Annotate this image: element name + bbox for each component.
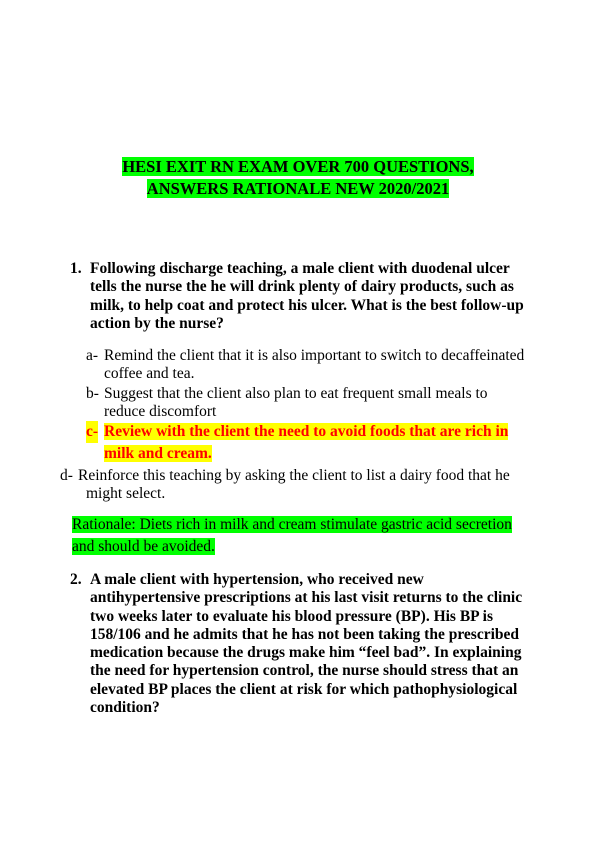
question-2-line-8: condition? (90, 699, 160, 717)
question-1-number: 1. (70, 260, 82, 277)
question-2-line-3: two weeks later to evaluate his blood pressure (BP). His BP is (90, 607, 493, 625)
option-c-line-2: milk and cream. (104, 445, 212, 462)
question-2-number: 2. (70, 571, 82, 588)
question-1-stem (90, 260, 550, 333)
option-b-letter: b- (86, 385, 99, 402)
question-1-line-4: action by the nurse? (90, 314, 224, 332)
option-b-line-1: Suggest that the client also plan to eat frequent small meals to (104, 385, 488, 402)
rationale (72, 514, 542, 558)
option-a-text (104, 347, 556, 384)
option-b-text (104, 385, 556, 422)
option-a-line-2: coffee and tea. (104, 365, 195, 383)
question-2-stem (90, 571, 550, 717)
option-c-line-1: Review with the client the need to avoid foods that are rich in (104, 423, 509, 440)
option-a-letter: a- (86, 347, 99, 364)
option-d-line-1: Reinforce this teaching by asking the client to list a dairy food that he (78, 467, 510, 484)
title-line-2: ANSWERS RATIONALE NEW 2020/2021 (146, 179, 450, 198)
question-2-line-6: the need for hypertension control, the nurse should stress that an (90, 662, 519, 680)
option-b-line-2: reduce discomfort (104, 403, 217, 421)
question-2-line-2: antihypertensive prescriptions at his last visit returns to the clinic (90, 589, 523, 607)
option-d-text (78, 467, 550, 504)
question-1-line-1: Following discharge teaching, a male client with duodenal ulcer (90, 260, 510, 277)
question-1-line-2: tells the nurse the he will drink plenty of dairy products, such as (90, 278, 514, 296)
title-line-1: HESI EXIT RN EXAM OVER 700 QUESTIONS, (122, 157, 474, 176)
rationale-line-2: and should be avoided. (72, 538, 215, 555)
option-d-letter: d- (60, 467, 73, 484)
document-title (0, 156, 596, 200)
question-2-line-7: elevated BP places the client at risk for which pathophysiological (90, 680, 518, 698)
question-1-line-3: milk, to help coat and protect his ulcer. What is the best follow-up (90, 296, 524, 314)
option-c-text (104, 421, 556, 465)
option-c-letter: c- (86, 421, 98, 443)
option-a-line-1: Remind the client that it is also important to switch to decaffeinated (104, 347, 525, 364)
question-2-line-4: 158/106 and he admits that he has not been taking the prescribed (90, 625, 520, 643)
question-2-line-1: A male client with hypertension, who received new (90, 571, 424, 588)
option-d-line-2: might select. (86, 485, 166, 503)
question-2-line-5: medication because the drugs make him “feel bad”. In explaining (90, 644, 522, 662)
rationale-line-1: Rationale: Diets rich in milk and cream stimulate gastric acid secretion (72, 516, 512, 533)
